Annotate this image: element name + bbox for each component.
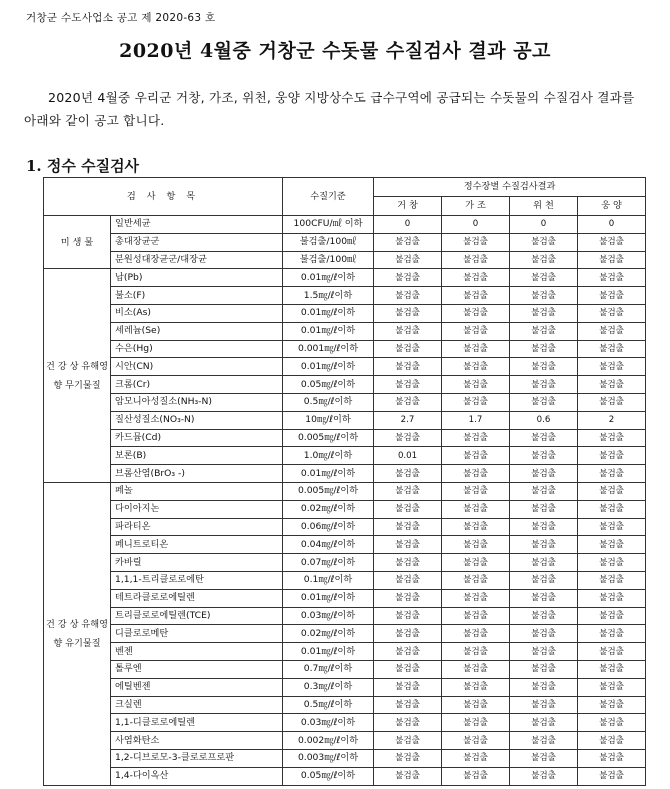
result-value: 불검출 (510, 571, 578, 589)
result-value: 불검출 (442, 251, 510, 269)
notice-number: 거창군 수도사업소 공고 제 2020-63 호 (26, 12, 216, 24)
result-value: 불검출 (510, 660, 578, 678)
table-row (44, 216, 646, 234)
result-value: 불검출 (374, 340, 442, 358)
item-name: 불소(F) (111, 287, 283, 305)
result-value: 불검출 (374, 536, 442, 554)
standard-value: 0.01㎎/ℓ이하 (283, 643, 374, 661)
result-value: 불검출 (510, 393, 578, 411)
header-plant: 거 창 (374, 197, 442, 216)
result-value: 0 (578, 216, 646, 234)
result-value: 불검출 (578, 571, 646, 589)
result-value: 불검출 (442, 607, 510, 625)
item-name: 분원성대장균군/대장균 (111, 251, 283, 269)
result-value: 불검출 (510, 554, 578, 572)
item-name: 테트라클로로에틸렌 (111, 589, 283, 607)
result-value: 불검출 (510, 233, 578, 251)
result-value: 불검출 (578, 536, 646, 554)
result-value: 불검출 (374, 696, 442, 714)
standard-value: 0.04㎎/ℓ이하 (283, 536, 374, 554)
result-value: 불검출 (510, 589, 578, 607)
item-name: 톨루엔 (111, 660, 283, 678)
result-value: 불검출 (510, 304, 578, 322)
item-name: 카바릴 (111, 554, 283, 572)
standard-value: 0.5㎎/ℓ이하 (283, 393, 374, 411)
table-row (44, 304, 646, 322)
standard-value: 0.1㎎/ℓ이하 (283, 571, 374, 589)
result-value: 불검출 (374, 482, 442, 500)
water-quality-table (43, 177, 646, 786)
result-value: 불검출 (578, 304, 646, 322)
standard-value: 0.06㎎/ℓ이하 (283, 518, 374, 536)
result-value: 불검출 (442, 322, 510, 340)
table-row (44, 749, 646, 767)
standard-value: 0.005㎎/ℓ이하 (283, 429, 374, 447)
result-value: 불검출 (578, 660, 646, 678)
result-value: 불검출 (510, 732, 578, 750)
result-value: 불검출 (578, 447, 646, 465)
table-row (44, 287, 646, 305)
standard-value: 0.05㎎/ℓ이하 (283, 767, 374, 785)
table-row (44, 447, 646, 465)
result-value: 2.7 (374, 411, 442, 429)
item-name: 페놀 (111, 482, 283, 500)
item-name: 카드뮴(Cd) (111, 429, 283, 447)
result-value: 불검출 (510, 358, 578, 376)
item-name: 브롬산염(BrO₃ -) (111, 465, 283, 483)
result-value: 불검출 (442, 358, 510, 376)
standard-value: 10㎎/ℓ이하 (283, 411, 374, 429)
item-name: 1,4-다이옥산 (111, 767, 283, 785)
result-value: 불검출 (510, 287, 578, 305)
result-value: 불검출 (578, 678, 646, 696)
standard-value: 1.0㎎/ℓ이하 (283, 447, 374, 465)
result-value: 불검출 (442, 518, 510, 536)
table-row (44, 322, 646, 340)
table-row (44, 500, 646, 518)
item-name: 질산성질소(NO₃-N) (111, 411, 283, 429)
standard-value: 불검출/100㎖ (283, 251, 374, 269)
result-value: 불검출 (578, 322, 646, 340)
result-value: 불검출 (578, 251, 646, 269)
table-row (44, 643, 646, 661)
result-value: 불검출 (510, 447, 578, 465)
standard-value: 0.07㎎/ℓ이하 (283, 554, 374, 572)
standard-value: 0.002㎎/ℓ이하 (283, 732, 374, 750)
header-plant: 위 천 (510, 197, 578, 216)
result-value: 불검출 (374, 678, 442, 696)
item-name: 파라티온 (111, 518, 283, 536)
result-value: 불검출 (442, 340, 510, 358)
result-value: 불검출 (510, 251, 578, 269)
table-row (44, 767, 646, 785)
result-value: 불검출 (374, 625, 442, 643)
standard-value: 1.5㎎/ℓ이하 (283, 287, 374, 305)
result-value: 불검출 (374, 376, 442, 394)
item-name: 시안(CN) (111, 358, 283, 376)
table-row (44, 411, 646, 429)
item-name: 암모니아성질소(NH₃-N) (111, 393, 283, 411)
table-row (44, 482, 646, 500)
table-row (44, 571, 646, 589)
table-row (44, 518, 646, 536)
result-value: 불검출 (442, 749, 510, 767)
result-value: 불검출 (374, 518, 442, 536)
header-results: 정수장별 수질검사결과 (374, 178, 646, 197)
table-row (44, 376, 646, 394)
standard-value: 0.03㎎/ℓ이하 (283, 714, 374, 732)
standard-value: 0.02㎎/ℓ이하 (283, 500, 374, 518)
table-body (44, 216, 646, 786)
result-value: 불검출 (510, 536, 578, 554)
result-value: 불검출 (578, 607, 646, 625)
result-value: 불검출 (578, 358, 646, 376)
item-name: 에틸벤젠 (111, 678, 283, 696)
result-value: 불검출 (374, 269, 442, 287)
result-value: 불검출 (442, 589, 510, 607)
result-value: 불검출 (510, 269, 578, 287)
result-value: 불검출 (578, 749, 646, 767)
table-row (44, 607, 646, 625)
standard-value: 0.01㎎/ℓ이하 (283, 358, 374, 376)
result-value: 불검출 (442, 482, 510, 500)
result-value: 0 (510, 216, 578, 234)
result-value: 불검출 (374, 465, 442, 483)
result-value: 0 (374, 216, 442, 234)
result-value: 불검출 (374, 233, 442, 251)
header-item: 검 사 항 목 (44, 178, 283, 216)
result-value: 불검출 (374, 749, 442, 767)
result-value: 불검출 (374, 660, 442, 678)
item-name: 1,1,1-트리클로로에탄 (111, 571, 283, 589)
item-name: 보론(B) (111, 447, 283, 465)
standard-value: 0.03㎎/ℓ이하 (283, 607, 374, 625)
item-name: 세레늄(Se) (111, 322, 283, 340)
table-row (44, 233, 646, 251)
item-name: 다이아지논 (111, 500, 283, 518)
table-row (44, 625, 646, 643)
section-title: 1. 정수 수질검사 (26, 157, 140, 175)
result-value: 1.7 (442, 411, 510, 429)
result-value: 불검출 (578, 482, 646, 500)
result-value: 불검출 (442, 500, 510, 518)
standard-value: 0.01㎎/ℓ이하 (283, 322, 374, 340)
result-value: 불검출 (578, 500, 646, 518)
header-standard: 수질기준 (283, 178, 374, 216)
result-value: 불검출 (374, 607, 442, 625)
result-value: 불검출 (510, 696, 578, 714)
result-value: 불검출 (374, 554, 442, 572)
standard-value: 0.05㎎/ℓ이하 (283, 376, 374, 394)
result-value: 불검출 (374, 304, 442, 322)
standard-value: 100CFU/㎖ 이하 (283, 216, 374, 234)
result-value: 불검출 (374, 287, 442, 305)
result-value: 불검출 (510, 714, 578, 732)
result-value: 불검출 (510, 465, 578, 483)
result-value: 불검출 (578, 625, 646, 643)
item-name: 1,1-디클로로에틸렌 (111, 714, 283, 732)
result-value: 불검출 (442, 714, 510, 732)
result-value: 불검출 (442, 643, 510, 661)
result-value: 불검출 (578, 518, 646, 536)
table-row (44, 269, 646, 287)
result-value: 불검출 (510, 607, 578, 625)
result-value: 불검출 (374, 358, 442, 376)
standard-value: 0.01㎎/ℓ이하 (283, 269, 374, 287)
result-value: 불검출 (510, 340, 578, 358)
table-row (44, 340, 646, 358)
result-value: 0.01 (374, 447, 442, 465)
item-name: 크롬(Cr) (111, 376, 283, 394)
result-value: 불검출 (442, 571, 510, 589)
result-value: 불검출 (510, 749, 578, 767)
result-value: 불검출 (442, 625, 510, 643)
result-value: 불검출 (510, 482, 578, 500)
item-name: 납(Pb) (111, 269, 283, 287)
result-value: 불검출 (578, 287, 646, 305)
result-value: 불검출 (442, 233, 510, 251)
result-value: 0 (442, 216, 510, 234)
standard-value: 0.001㎎/ℓ이하 (283, 340, 374, 358)
result-value: 불검출 (442, 732, 510, 750)
result-value: 2 (578, 411, 646, 429)
table-row (44, 589, 646, 607)
result-value: 불검출 (578, 233, 646, 251)
item-name: 페니트로티온 (111, 536, 283, 554)
result-value: 불검출 (442, 696, 510, 714)
result-value: 불검출 (374, 589, 442, 607)
item-name: 1,2-디브로모-3-클로로프로판 (111, 749, 283, 767)
result-value: 불검출 (374, 732, 442, 750)
result-value: 불검출 (374, 714, 442, 732)
table-row (44, 393, 646, 411)
result-value: 불검출 (510, 500, 578, 518)
standard-value: 0.01㎎/ℓ이하 (283, 589, 374, 607)
intro-text: 2020년 4월중 우리군 거창, 가조, 위천, 웅양 지방상수도 급수구역에 공급되는 수돗물의 수질검사 결과를 아래와 같이 공고 합니다. (24, 90, 635, 128)
table-header-row (44, 178, 646, 197)
result-value: 불검출 (510, 322, 578, 340)
item-name: 크실렌 (111, 696, 283, 714)
result-value: 불검출 (578, 269, 646, 287)
item-name: 트리클로로에틸렌(TCE) (111, 607, 283, 625)
result-value: 0.6 (510, 411, 578, 429)
result-value: 불검출 (442, 287, 510, 305)
result-value: 불검출 (578, 393, 646, 411)
header-plant: 웅 양 (578, 197, 646, 216)
result-value: 불검출 (374, 571, 442, 589)
item-name: 일반세균 (111, 216, 283, 234)
table-row (44, 660, 646, 678)
result-value: 불검출 (442, 393, 510, 411)
result-value: 불검출 (374, 393, 442, 411)
table-row (44, 536, 646, 554)
table-row (44, 714, 646, 732)
result-value: 불검출 (374, 643, 442, 661)
table-row (44, 251, 646, 269)
result-value: 불검출 (442, 536, 510, 554)
group-label: 건 강 상 유해영향 유기물질 (44, 482, 111, 785)
table-row (44, 358, 646, 376)
result-value: 불검출 (442, 429, 510, 447)
result-value: 불검출 (374, 429, 442, 447)
standard-value: 0.02㎎/ℓ이하 (283, 625, 374, 643)
item-name: 총대장균군 (111, 233, 283, 251)
result-value: 불검출 (374, 251, 442, 269)
result-value: 불검출 (578, 767, 646, 785)
table-row (44, 732, 646, 750)
result-value: 불검출 (510, 625, 578, 643)
result-value: 불검출 (578, 696, 646, 714)
result-value: 불검출 (578, 714, 646, 732)
result-value: 불검출 (578, 376, 646, 394)
page-title: 2020년 4월중 거창군 수돗물 수질검사 결과 공고 (119, 40, 551, 62)
result-value: 불검출 (578, 554, 646, 572)
result-value: 불검출 (442, 465, 510, 483)
standard-value: 0.5㎎/ℓ이하 (283, 696, 374, 714)
result-value: 불검출 (442, 554, 510, 572)
result-value: 불검출 (442, 660, 510, 678)
result-value: 불검출 (510, 429, 578, 447)
table-row (44, 554, 646, 572)
standard-value: 0.7㎎/ℓ이하 (283, 660, 374, 678)
table-row (44, 429, 646, 447)
result-value: 불검출 (442, 304, 510, 322)
group-label: 미 생 물 (44, 216, 111, 269)
result-value: 불검출 (578, 589, 646, 607)
result-value: 불검출 (442, 269, 510, 287)
result-value: 불검출 (374, 322, 442, 340)
item-name: 사염화탄소 (111, 732, 283, 750)
table-row (44, 465, 646, 483)
item-name: 비소(As) (111, 304, 283, 322)
result-value: 불검출 (578, 732, 646, 750)
result-value: 불검출 (578, 429, 646, 447)
result-value: 불검출 (442, 376, 510, 394)
standard-value: 0.005㎎/ℓ이하 (283, 482, 374, 500)
result-value: 불검출 (442, 767, 510, 785)
item-name: 벤젠 (111, 643, 283, 661)
intro-paragraph (24, 86, 646, 132)
result-value: 불검출 (578, 465, 646, 483)
standard-value: 0.003㎎/ℓ이하 (283, 749, 374, 767)
result-value: 불검출 (442, 678, 510, 696)
standard-value: 0.3㎎/ℓ이하 (283, 678, 374, 696)
result-value: 불검출 (510, 767, 578, 785)
standard-value: 0.01㎎/ℓ이하 (283, 465, 374, 483)
result-value: 불검출 (578, 340, 646, 358)
table-row (44, 678, 646, 696)
result-value: 불검출 (510, 678, 578, 696)
result-value: 불검출 (374, 500, 442, 518)
result-value: 불검출 (578, 643, 646, 661)
standard-value: 불검출/100㎖ (283, 233, 374, 251)
result-value: 불검출 (374, 767, 442, 785)
header-plant: 가 조 (442, 197, 510, 216)
group-label: 건 강 상 유해영향 무기물질 (44, 269, 111, 483)
result-value: 불검출 (510, 643, 578, 661)
result-value: 불검출 (510, 376, 578, 394)
result-value: 불검출 (442, 447, 510, 465)
item-name: 디클로로메탄 (111, 625, 283, 643)
item-name: 수은(Hg) (111, 340, 283, 358)
table-row (44, 696, 646, 714)
standard-value: 0.01㎎/ℓ이하 (283, 304, 374, 322)
result-value: 불검출 (510, 518, 578, 536)
